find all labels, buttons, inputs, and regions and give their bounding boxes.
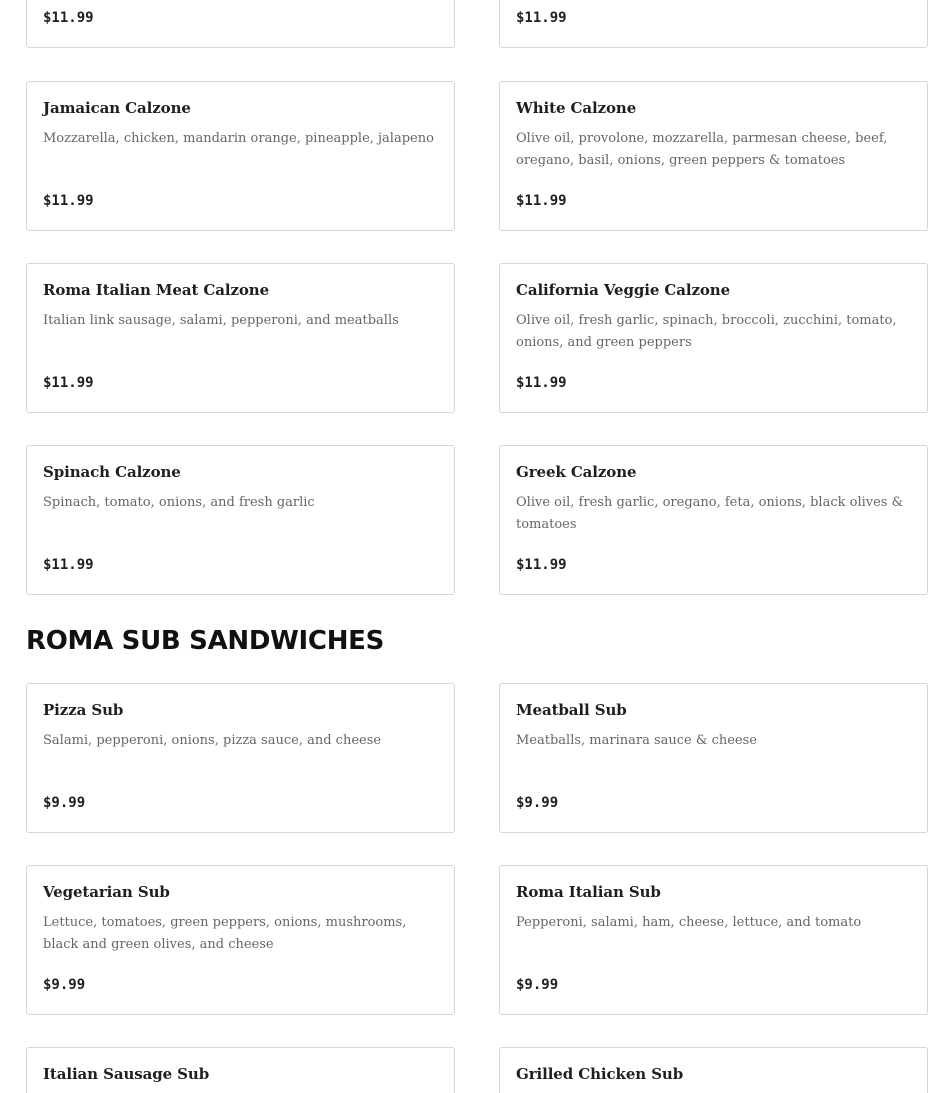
menu-item-description: Olive oil, fresh garlic, oregano, feta, onions, black olives & tomatoes: [516, 495, 904, 532]
menu-item-card[interactable]: [499, 683, 928, 833]
menu-item-price: $9.99: [516, 977, 559, 993]
menu-item-name: White Calzone: [516, 99, 637, 117]
menu-item-name: Grilled Chicken Sub: [516, 1065, 684, 1083]
menu-item-name: Roma Italian Sub: [516, 883, 661, 901]
menu-item-description: Salami, pepperoni, onions, pizza sauce, and cheese: [43, 733, 382, 748]
menu-item-name: California Veggie Calzone: [516, 281, 731, 299]
menu-item-card[interactable]: [499, 81, 928, 231]
menu-item-price: $9.99: [43, 977, 86, 993]
menu-item-name: Italian Sausage Sub: [43, 1065, 210, 1083]
menu-item-card[interactable]: [26, 865, 455, 1015]
menu-item-price: $11.99: [516, 557, 567, 573]
menu-item-description: Meatballs, marinara sauce & cheese: [516, 733, 757, 748]
menu-item-description: Spinach, tomato, onions, and fresh garlic: [43, 495, 315, 510]
menu-item-price: $11.99: [43, 193, 94, 209]
menu-item-name: Jamaican Calzone: [43, 99, 191, 117]
menu-item-card[interactable]: [26, 81, 455, 231]
menu-item-price: $11.99: [516, 193, 567, 209]
menu-item-name: Spinach Calzone: [43, 463, 181, 481]
menu-item-price: $11.99: [43, 375, 94, 391]
menu-item-price: $11.99: [43, 557, 94, 573]
menu-item-price: $9.99: [43, 795, 86, 811]
menu-item-card[interactable]: [26, 683, 455, 833]
menu-item-card[interactable]: [499, 0, 928, 48]
section-title: ROMA SUB SANDWICHES: [26, 626, 385, 656]
menu-item-description: Pepperoni, salami, ham, cheese, lettuce, and tomato: [516, 915, 862, 930]
menu-item-name: Roma Italian Meat Calzone: [43, 281, 270, 299]
menu-item-price: $9.99: [516, 795, 559, 811]
menu-item-name: Greek Calzone: [516, 463, 637, 481]
menu-item-card[interactable]: [499, 445, 928, 595]
menu-item-price: $11.99: [516, 10, 567, 26]
menu-item-card[interactable]: [26, 445, 455, 595]
menu-item-price: $11.99: [516, 375, 567, 391]
menu-item-card[interactable]: [26, 263, 455, 413]
menu-item-card[interactable]: [499, 1047, 928, 1093]
menu-item-description: Italian link sausage, salami, pepperoni, and meatballs: [43, 313, 399, 328]
menu-item-card[interactable]: [499, 865, 928, 1015]
menu-item-card[interactable]: [499, 263, 928, 413]
menu-item-description: Mozzarella, chicken, mandarin orange, pineapple, jalapeno: [43, 131, 434, 146]
menu-item-card[interactable]: [26, 0, 455, 48]
menu-item-name: Pizza Sub: [43, 701, 124, 719]
menu-item-price: $11.99: [43, 10, 94, 26]
menu-item-name: Meatball Sub: [516, 701, 627, 719]
menu-item-description: Olive oil, provolone, mozzarella, parmesan cheese, beef, oregano, basil, onions, green peppers & tomatoes: [516, 131, 888, 168]
menu-item-name: Vegetarian Sub: [43, 883, 170, 901]
menu-item-description: Lettuce, tomatoes, green peppers, onions, mushrooms, black and green olives, and cheese: [43, 915, 407, 952]
menu-item-description: Olive oil, fresh garlic, spinach, broccoli, zucchini, tomato, onions, and green peppers: [516, 313, 897, 350]
menu-item-card[interactable]: [26, 1047, 455, 1093]
